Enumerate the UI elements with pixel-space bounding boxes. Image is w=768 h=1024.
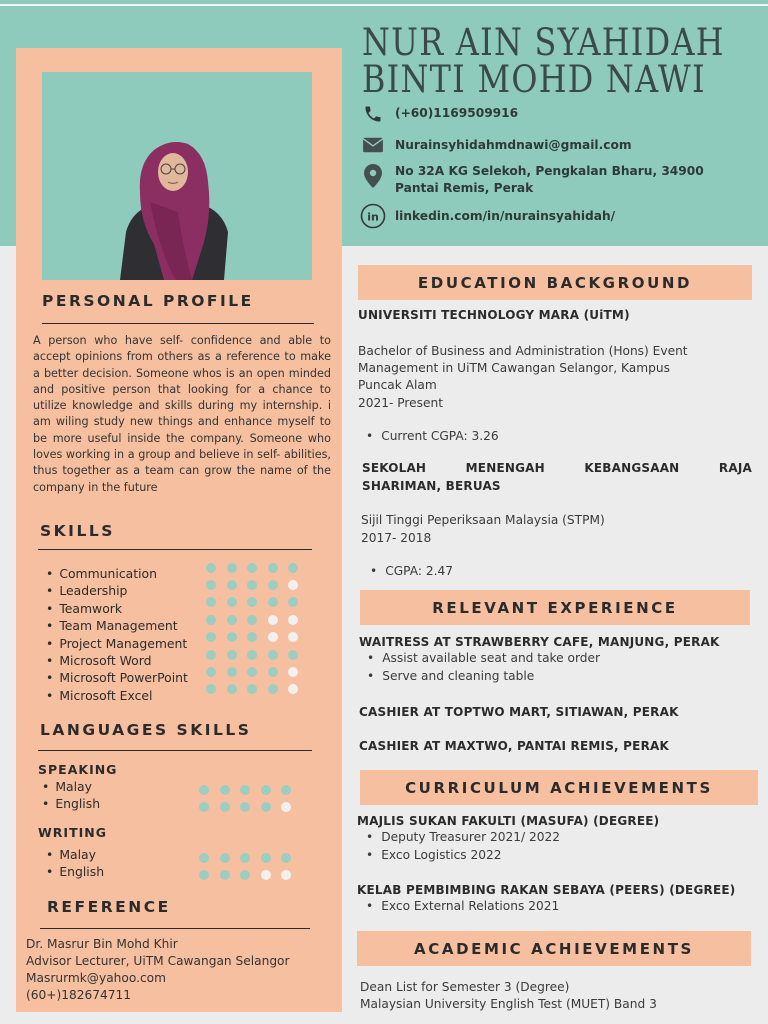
- list-item: • Serve and cleaning table: [367, 668, 600, 686]
- rating-dot-filled: [288, 563, 298, 573]
- school-bullets: [370, 563, 453, 581]
- job-1-title: WAITRESS AT STRAWBERRY CAFE, MANJUNG, PERAK: [359, 635, 720, 649]
- header-top-line: [0, 4, 768, 6]
- academic-line-1: Dean List for Semester 3 (Degree): [360, 980, 570, 994]
- divider: [38, 750, 312, 751]
- rating-dot-filled: [199, 802, 209, 812]
- rating-row: [199, 798, 291, 815]
- rating-row: [199, 866, 291, 883]
- rating-dot-filled: [227, 615, 237, 625]
- rating-dot-filled: [268, 597, 278, 607]
- club-1-bullets: [366, 829, 560, 864]
- name-line-1: NUR AIN SYAHIDAH: [362, 21, 725, 64]
- rating-dot-empty: [268, 632, 278, 642]
- rating-dot-filled: [227, 650, 237, 660]
- svg-text:in: in: [367, 210, 379, 224]
- writing-rating: [199, 849, 291, 884]
- phone-text[interactable]: (+60)1169509916: [395, 106, 519, 120]
- rating-dot-filled: [268, 580, 278, 590]
- rating-dot-filled: [247, 563, 257, 573]
- rating-dot-filled: [206, 580, 216, 590]
- address-line-2: Pantai Remis, Perak: [395, 181, 534, 195]
- rating-dot-filled: [268, 667, 278, 677]
- list-item: • Teamwork: [46, 600, 188, 617]
- rating-dot-filled: [199, 785, 209, 795]
- contact-linkedin: [360, 203, 615, 229]
- club-2-title: KELAB PEMBIMBING RAKAN SEBAYA (PEERS) (DEGREE): [357, 883, 736, 897]
- reference-email: Masrurmk@yahoo.com: [26, 971, 166, 985]
- school-years: 2017- 2018: [361, 531, 432, 545]
- profile-photo: [42, 72, 312, 280]
- club-1-title: MAJLIS SUKAN FAKULTI (MASUFA) (DEGREE): [357, 814, 660, 828]
- rating-dot-filled: [240, 870, 250, 880]
- rating-dot-filled: [206, 632, 216, 642]
- rating-dot-filled: [227, 684, 237, 694]
- rating-dot-filled: [227, 580, 237, 590]
- rating-dot-filled: [220, 853, 230, 863]
- academic-heading: ACADEMIC ACHIEVEMENTS: [357, 931, 751, 966]
- divider: [40, 928, 310, 929]
- rating-dot-filled: [261, 785, 271, 795]
- rating-dot-filled: [240, 853, 250, 863]
- rating-dot-empty: [288, 632, 298, 642]
- rating-dot-filled: [288, 597, 298, 607]
- rating-dot-filled: [199, 853, 209, 863]
- rating-dot-filled: [206, 563, 216, 573]
- rating-dot-filled: [240, 802, 250, 812]
- rating-dot-filled: [247, 597, 257, 607]
- rating-row: [206, 576, 298, 593]
- school-line-1: SEKOLAH MENENGAH KEBANGSAAN RAJA: [362, 461, 752, 475]
- rating-dot-filled: [247, 580, 257, 590]
- rating-dot-empty: [288, 580, 298, 590]
- rating-dot-filled: [268, 650, 278, 660]
- address-text: [395, 163, 704, 197]
- sidebar: [16, 48, 342, 1012]
- divider: [38, 549, 312, 550]
- academic-line-2: Malaysian University English Test (MUET) Band 3: [360, 997, 657, 1011]
- rating-row: [206, 594, 298, 611]
- mail-icon: [360, 132, 386, 158]
- rating-dot-filled: [227, 563, 237, 573]
- rating-dot-filled: [268, 684, 278, 694]
- uni-line-2: Management in UiTM Cawangan Selangor, Kampus: [358, 361, 670, 375]
- reference-heading: REFERENCE: [47, 898, 171, 916]
- contact-address: [360, 163, 704, 197]
- job-3-title: CASHIER AT MAXTWO, PANTAI REMIS, PERAK: [359, 739, 670, 753]
- list-item: • CGPA: 2.47: [370, 563, 453, 581]
- reference-position: Advisor Lecturer, UiTM Cawangan Selangor: [26, 954, 290, 968]
- rating-dot-filled: [206, 597, 216, 607]
- languages-heading: LANGUAGES SKILLS: [40, 721, 252, 739]
- rating-dot-filled: [206, 650, 216, 660]
- list-item: • Team Management: [46, 617, 188, 634]
- rating-dot-filled: [227, 597, 237, 607]
- location-pin-icon: [360, 163, 386, 189]
- rating-row: [206, 681, 298, 698]
- rating-dot-filled: [247, 667, 257, 677]
- list-item: • Malay: [46, 846, 104, 863]
- list-item: • Microsoft Excel: [46, 687, 188, 704]
- rating-dot-filled: [247, 615, 257, 625]
- curriculum-heading: CURRICULUM ACHIEVEMENTS: [360, 770, 758, 805]
- rating-row: [206, 663, 298, 680]
- list-item: • Project Management: [46, 635, 188, 652]
- rating-dot-filled: [206, 615, 216, 625]
- rating-dot-filled: [206, 667, 216, 677]
- rating-row: [206, 646, 298, 663]
- contact-email: [360, 132, 632, 158]
- rating-dot-empty: [288, 684, 298, 694]
- rating-dot-filled: [227, 667, 237, 677]
- uni-years: 2021- Present: [358, 396, 444, 410]
- rating-dot-filled: [261, 853, 271, 863]
- rating-dot-empty: [281, 802, 291, 812]
- rating-row: [206, 611, 298, 628]
- rating-dot-empty: [288, 667, 298, 677]
- skills-rating: [206, 559, 298, 698]
- reference-name: Dr. Masrur Bin Mohd Khir: [26, 937, 178, 951]
- speaking-rating: [199, 781, 291, 816]
- job-1-bullets: [367, 650, 600, 685]
- club-2-bullets: [366, 898, 559, 916]
- job-2-title: CASHIER AT TOPTWO MART, SITIAWAN, PERAK: [359, 705, 679, 719]
- rating-dot-filled: [288, 650, 298, 660]
- list-item: • Exco Logistics 2022: [366, 847, 560, 865]
- list-item: • Exco External Relations 2021: [366, 898, 559, 916]
- rating-dot-filled: [247, 650, 257, 660]
- contact-phone: [360, 101, 518, 127]
- list-item: • Communication: [46, 565, 188, 582]
- list-item: • Deputy Treasurer 2021/ 2022: [366, 829, 560, 847]
- divider: [42, 323, 314, 324]
- candidate-name: [362, 21, 725, 101]
- list-item: • Current CGPA: 3.26: [366, 428, 499, 446]
- rating-dot-empty: [268, 615, 278, 625]
- rating-row: [206, 559, 298, 576]
- rating-dot-filled: [247, 684, 257, 694]
- rating-dot-filled: [281, 785, 291, 795]
- rating-dot-filled: [268, 563, 278, 573]
- uni-name: UNIVERSITI TECHNOLOGY MARA (UiTM): [358, 308, 630, 322]
- list-item: • English: [46, 863, 104, 880]
- email-text[interactable]: Nurainsyhidahmdnawi@gmail.com: [395, 138, 632, 152]
- linkedin-text[interactable]: linkedin.com/in/nurainsyahidah/: [395, 209, 616, 223]
- rating-dot-empty: [288, 615, 298, 625]
- school-qualification: Sijil Tinggi Peperiksaan Malaysia (STPM): [361, 513, 605, 527]
- uni-bullets: [366, 428, 499, 446]
- list-item: • English: [42, 795, 100, 812]
- rating-row: [199, 781, 291, 798]
- profile-heading: PERSONAL PROFILE: [42, 292, 254, 310]
- rating-dot-empty: [261, 870, 271, 880]
- rating-dot-filled: [227, 632, 237, 642]
- speaking-heading: SPEAKING: [38, 762, 118, 777]
- name-line-2: BINTI MOHD NAWI: [362, 58, 706, 101]
- address-line-1: No 32A KG Selekoh, Pengkalan Bharu, 34900: [395, 164, 704, 178]
- reference-phone: (60+)182674711: [26, 988, 132, 1002]
- profile-text: A person who have self- confidence and able to accept opinions from others as a reference to make a better decision. Someone whos is an open minded and positive person that looking for a chance to utilize knowledge and skills during my internship. i am wiling study new things and enhance myself to be more useful inside the company. Someone who loves working in a group and believe in self- abilities, thus together as a team can grow the name of the company in the future: [33, 334, 331, 494]
- rating-dot-filled: [220, 870, 230, 880]
- rating-row: [199, 849, 291, 866]
- phone-icon: [360, 101, 386, 127]
- skills-heading: SKILLS: [40, 522, 115, 540]
- rating-dot-filled: [247, 632, 257, 642]
- uni-line-1: Bachelor of Business and Administration (Hons) Event: [358, 344, 688, 358]
- list-item: • Assist available seat and take order: [367, 650, 600, 668]
- skills-list: [46, 565, 188, 704]
- rating-dot-filled: [199, 870, 209, 880]
- uni-line-3: Puncak Alam: [358, 378, 437, 392]
- list-item: • Leadership: [46, 582, 188, 599]
- writing-heading: WRITING: [38, 825, 107, 840]
- writing-list: [46, 846, 104, 881]
- rating-dot-filled: [206, 684, 216, 694]
- experience-heading: RELEVANT EXPERIENCE: [360, 590, 750, 625]
- speaking-list: [42, 778, 100, 813]
- rating-dot-filled: [261, 802, 271, 812]
- rating-row: [206, 629, 298, 646]
- list-item: • Malay: [42, 778, 100, 795]
- list-item: • Microsoft PowerPoint: [46, 669, 188, 686]
- rating-dot-empty: [281, 870, 291, 880]
- rating-dot-filled: [240, 785, 250, 795]
- list-item: • Microsoft Word: [46, 652, 188, 669]
- rating-dot-filled: [220, 802, 230, 812]
- rating-dot-filled: [281, 853, 291, 863]
- school-line-2: SHARIMAN, BERUAS: [362, 479, 501, 493]
- education-heading: EDUCATION BACKGROUND: [358, 265, 752, 300]
- linkedin-icon: [360, 203, 386, 229]
- rating-dot-filled: [220, 785, 230, 795]
